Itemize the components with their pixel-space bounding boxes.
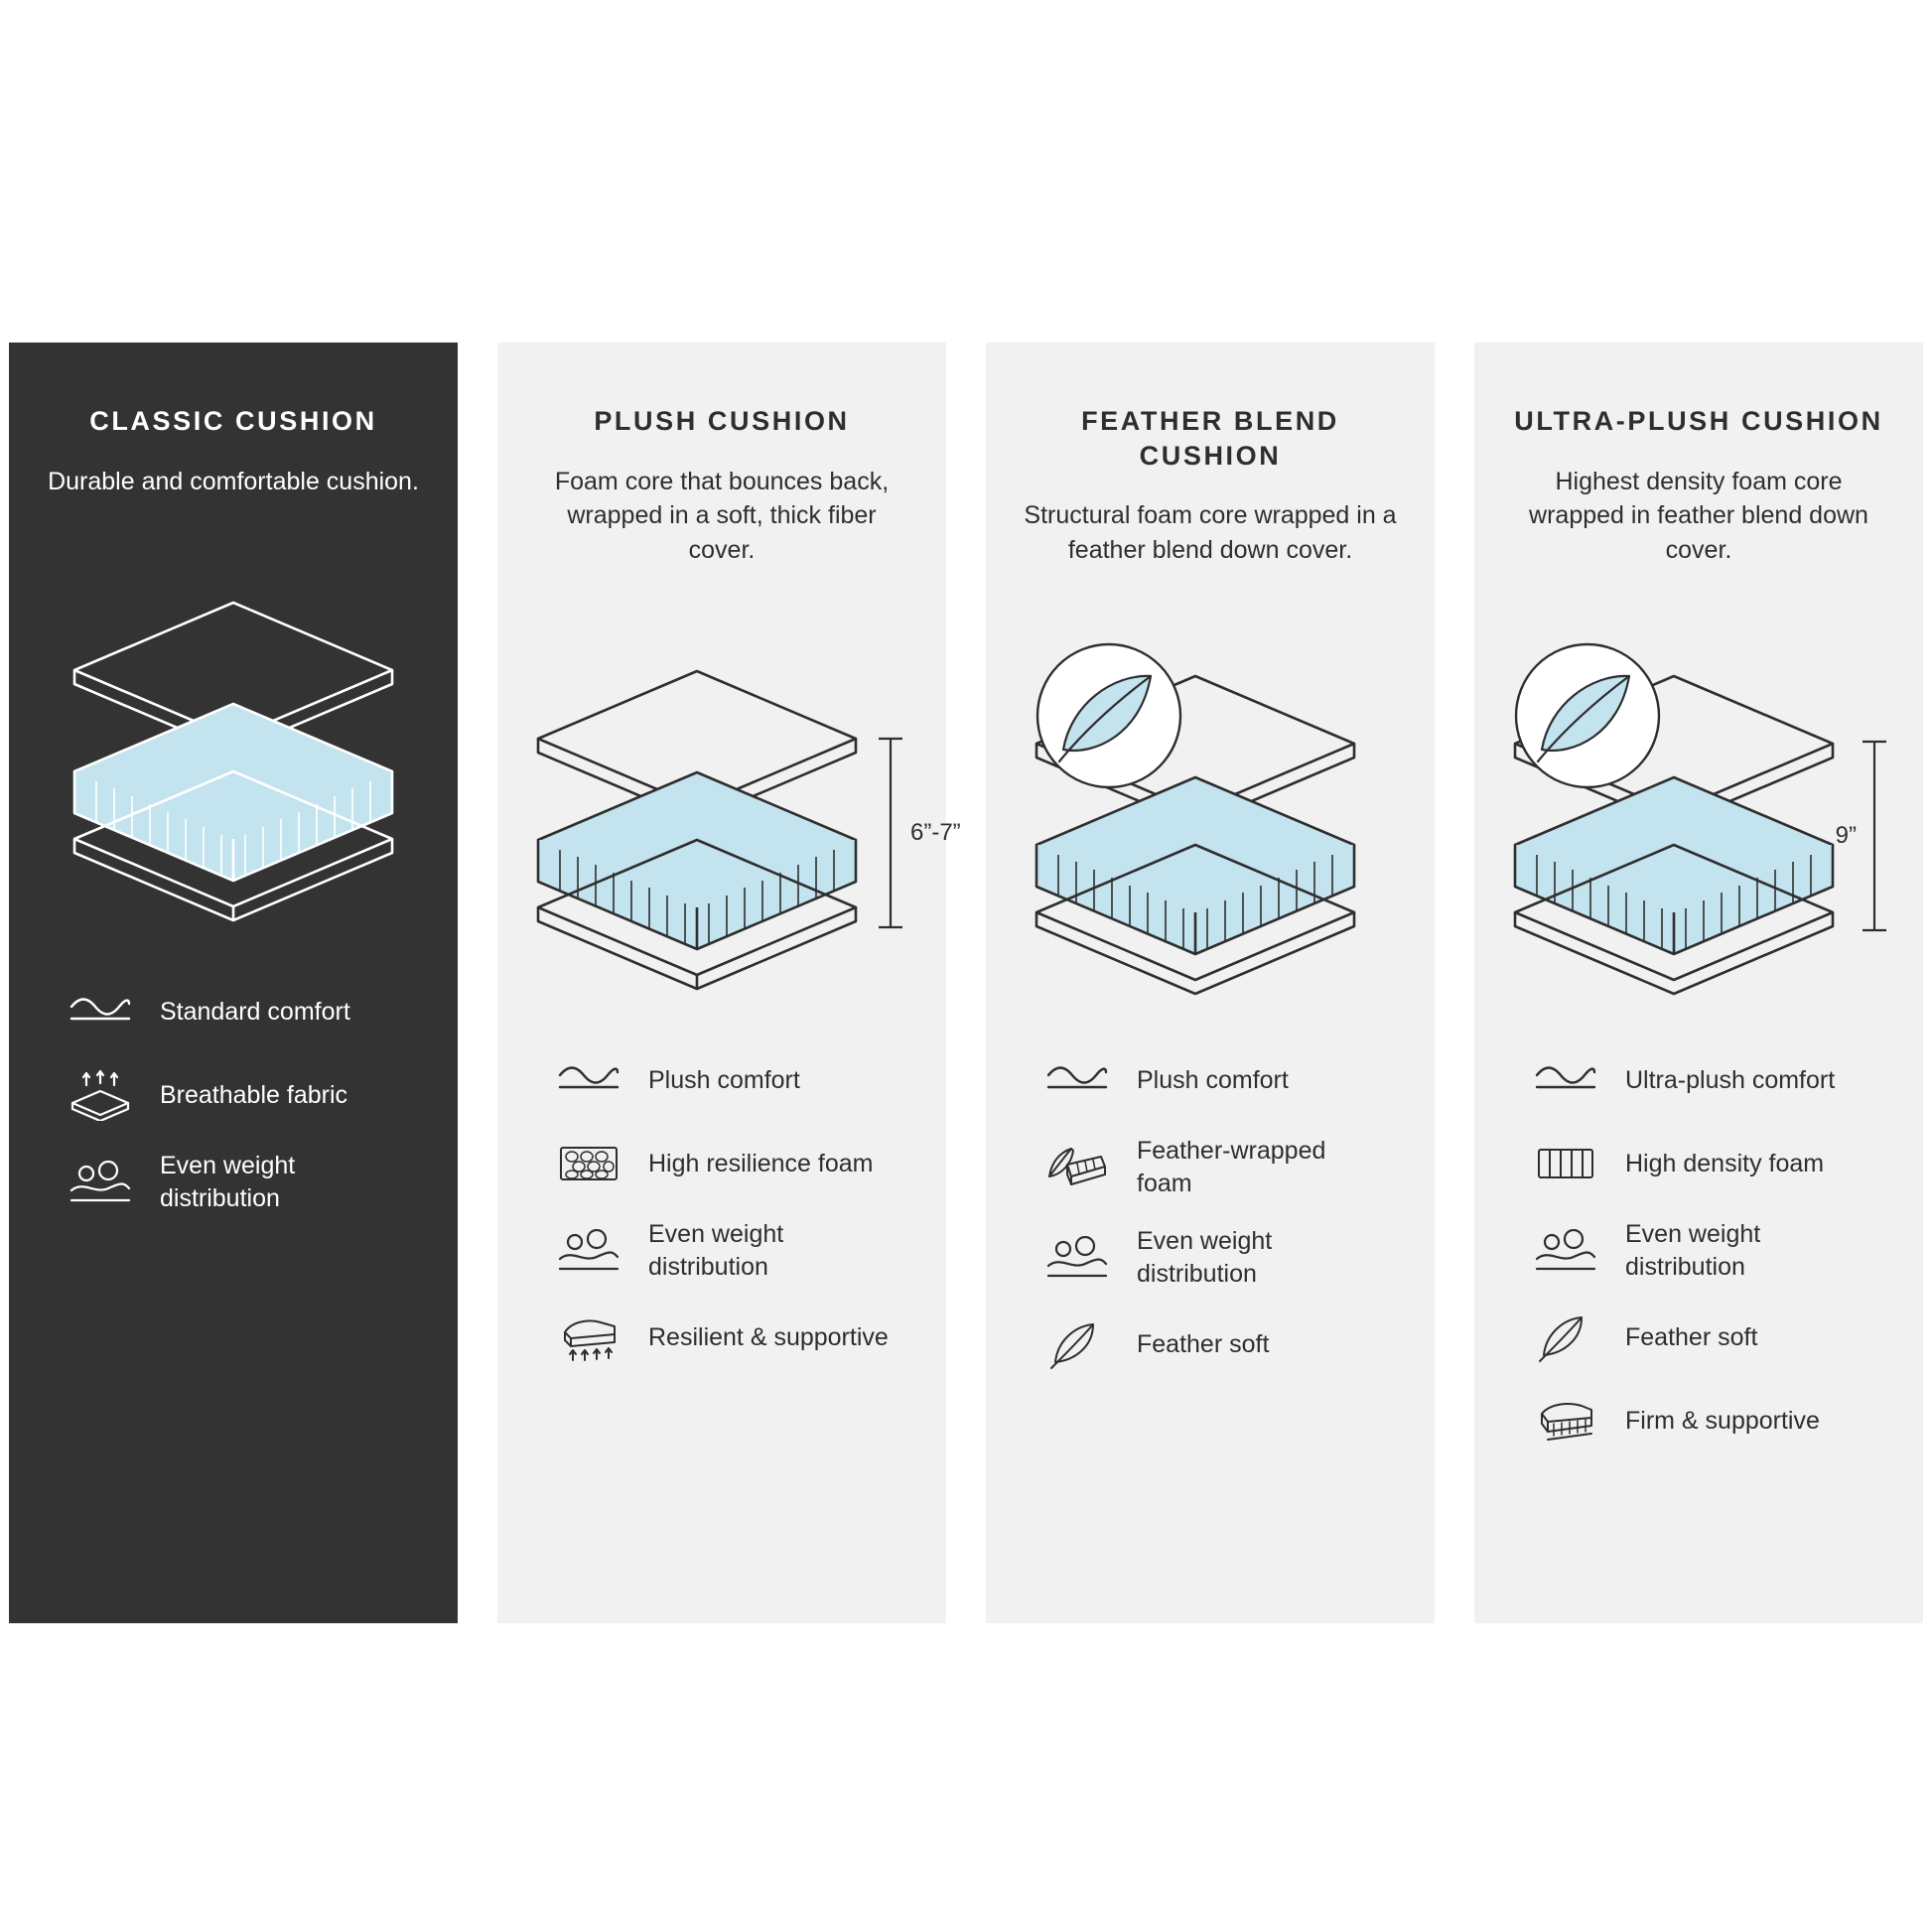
wave-comfort-icon: [553, 1051, 624, 1109]
feature-label: Even weight distribution: [1137, 1227, 1273, 1288]
high-resilience-foam-icon: [553, 1135, 624, 1192]
high-density-foam-icon: [1530, 1135, 1601, 1192]
measurement-label: 6”-7”: [910, 819, 961, 847]
list-item: [553, 1051, 912, 1109]
list-item: [1530, 1392, 1889, 1449]
list-item: [553, 1135, 912, 1192]
list-item: [1041, 1225, 1401, 1290]
feature-label: Even weight distribution: [648, 1220, 784, 1281]
even-weight-distribution-icon: [1530, 1222, 1601, 1280]
cushion-card-classic[interactable]: [9, 343, 458, 1623]
feature-label: Breathable fabric: [160, 1080, 348, 1109]
feature-label: Standard comfort: [160, 997, 350, 1026]
list-item: [1530, 1218, 1889, 1283]
measurement-label: 9”: [1835, 822, 1857, 850]
resilient-supportive-icon: [553, 1309, 624, 1366]
cushion-card-ultra-plush[interactable]: [1474, 343, 1923, 1623]
page-title: PLUSH CUSHION: [594, 406, 850, 436]
feature-label: Resilient & supportive: [648, 1322, 889, 1351]
page-title: ULTRA-PLUSH CUSHION: [1514, 406, 1883, 436]
firm-supportive-icon: [1530, 1392, 1601, 1449]
list-item: [1041, 1135, 1401, 1199]
feature-label: Feather-wrapped foam: [1137, 1137, 1326, 1197]
feature-list: [43, 983, 424, 1214]
wave-comfort-icon: [1041, 1051, 1113, 1109]
list-item: [553, 1218, 912, 1283]
cushion-layer-diagram-feather-blend: [1012, 609, 1409, 1006]
card-description: Highest density foam core wrapped in feather blend down cover.: [1529, 467, 1868, 564]
list-item: [65, 983, 424, 1040]
feature-label: Ultra-plush comfort: [1625, 1065, 1836, 1094]
card-description: Foam core that bounces back, wrapped in a soft, thick fiber cover.: [554, 467, 890, 564]
cushion-layer-diagram-ultra-plush: [1500, 609, 1897, 1006]
feature-list: [1020, 1051, 1401, 1373]
feature-label: High density foam: [1625, 1149, 1825, 1177]
even-weight-distribution-icon: [1041, 1229, 1113, 1287]
list-item: [65, 1150, 424, 1214]
even-weight-distribution-icon: [65, 1154, 136, 1211]
feature-label: Even weight distribution: [160, 1152, 296, 1212]
cushion-card-plush[interactable]: [497, 343, 961, 1623]
feature-label: Plush comfort: [648, 1065, 800, 1094]
feather-badge: [1037, 644, 1180, 787]
feature-list: [531, 1051, 912, 1366]
even-weight-distribution-icon: [553, 1222, 624, 1280]
card-description: Structural foam core wrapped in a feather blend down cover.: [1024, 501, 1397, 564]
feature-label: High resilience foam: [648, 1149, 874, 1177]
feature-label: Feather soft: [1137, 1329, 1270, 1358]
feature-label: Even weight distribution: [1625, 1220, 1761, 1281]
cushion-layer-diagram-classic: [35, 540, 432, 937]
list-item: [65, 1066, 424, 1124]
feature-label: Plush comfort: [1137, 1065, 1289, 1094]
list-item: [1530, 1135, 1889, 1192]
feather-soft-icon: [1530, 1309, 1601, 1366]
list-item: [1041, 1051, 1401, 1109]
list-item: [1530, 1309, 1889, 1366]
feature-label: Feather soft: [1625, 1322, 1758, 1351]
feather-badge: [1516, 644, 1659, 787]
wave-comfort-icon: [65, 983, 136, 1040]
feather-wrapped-foam-icon: [1041, 1139, 1113, 1196]
list-item: [1041, 1315, 1401, 1373]
page-title: CLASSIC CUSHION: [89, 406, 377, 436]
feather-soft-icon: [1041, 1315, 1113, 1373]
card-description: Durable and comfortable cushion.: [48, 467, 419, 495]
cushion-cards-row: [0, 343, 1932, 1623]
page-title: FEATHER BLEND CUSHION: [1081, 406, 1339, 471]
cushion-card-feather-blend[interactable]: [986, 343, 1435, 1623]
feature-list: [1508, 1051, 1889, 1449]
cushion-layer-diagram-plush: [523, 609, 961, 1006]
list-item: [1530, 1051, 1889, 1109]
breathable-fabric-icon: [65, 1066, 136, 1124]
feature-label: Firm & supportive: [1625, 1406, 1820, 1435]
wave-comfort-icon: [1530, 1051, 1601, 1109]
list-item: [553, 1309, 912, 1366]
